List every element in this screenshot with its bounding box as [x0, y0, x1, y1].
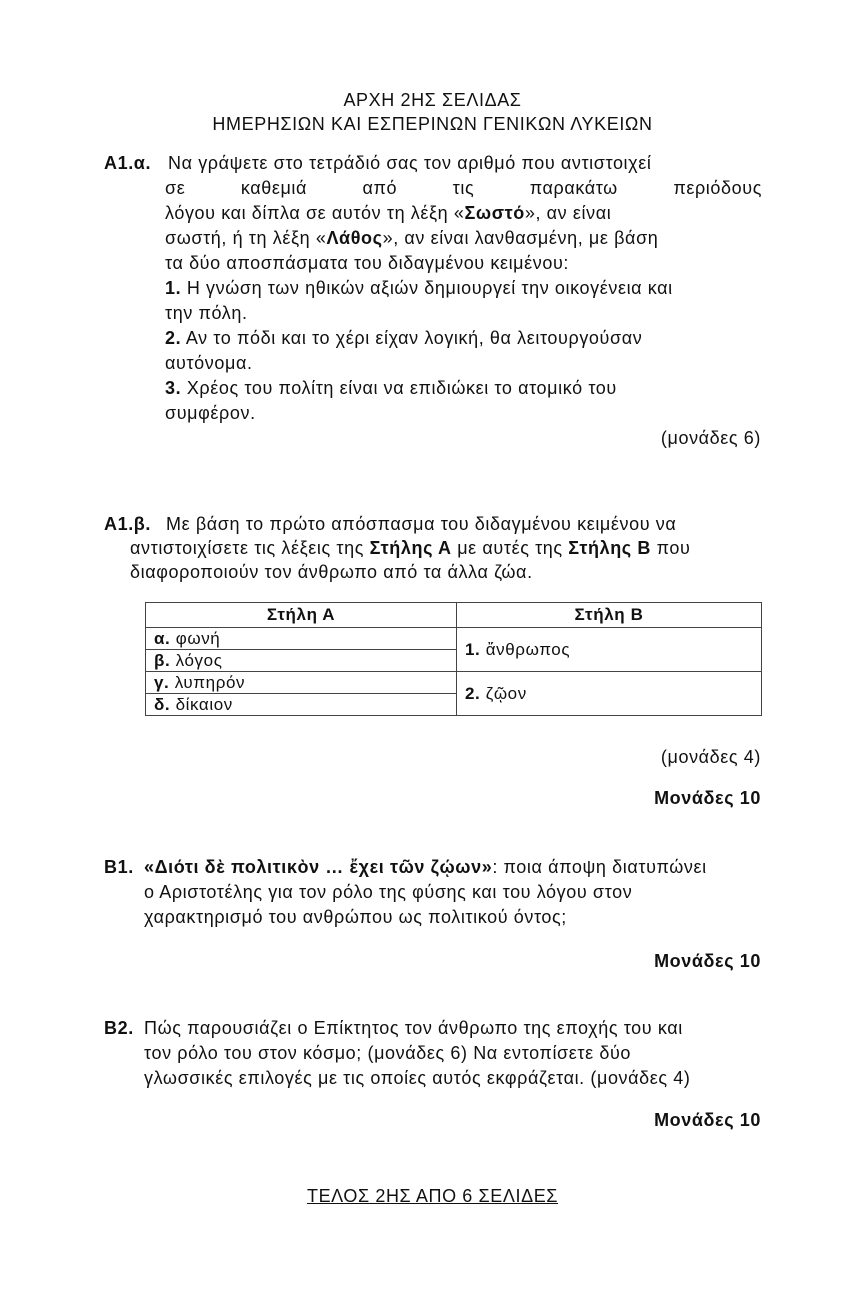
- question-b1-line3: χαρακτηρισμό του ανθρώπου ως πολιτικού όντος;: [144, 907, 567, 927]
- cell-b-item: [457, 628, 762, 672]
- footer-text: ΤΕΛΟΣ 2ΗΣ ΑΠΟ 6 ΣΕΛΙΔΕΣ: [306, 1186, 559, 1206]
- question-a1b-label: Α1.β.: [104, 514, 151, 534]
- statement-3-cont: συμφέρον.: [165, 403, 256, 423]
- statement-number: 2.: [165, 328, 182, 348]
- cell-b-item: [457, 672, 762, 716]
- item-key: 2.: [465, 683, 481, 703]
- table-header-row: [146, 603, 762, 628]
- statement-2: [165, 328, 642, 349]
- page-footer: [0, 1186, 865, 1207]
- column-b-header: Στήλη Β: [457, 603, 762, 628]
- question-b2-line3: γλωσσικές επιλογές με τις οποίες αυτός εκφράζεται. (μονάδες 4): [144, 1068, 691, 1088]
- bold-word-wrong: Λάθος: [326, 228, 383, 248]
- question-a1b-line2: [130, 538, 690, 559]
- word: καθεμιά: [240, 178, 308, 198]
- points-a1b: (μονάδες 4): [660, 747, 761, 767]
- cell-a-item: [146, 628, 457, 650]
- word: από: [362, 178, 398, 198]
- item-word: ζῷον: [485, 683, 527, 703]
- item-word: δίκαιον: [175, 694, 233, 714]
- text: αντιστοιχίσετε τις λέξεις της: [130, 538, 370, 558]
- question-a1a-label: Α1.α.: [104, 153, 152, 173]
- item-word: λόγος: [175, 650, 223, 670]
- item-key: α.: [154, 628, 171, 648]
- question-a1b-line3: διαφοροποιούν τον άνθρωπο από τα άλλα ζώα.: [130, 562, 533, 582]
- word: σε: [165, 178, 186, 198]
- text: : ποια άποψη διατυπώνει: [492, 857, 707, 877]
- question-b2-label: Β2.: [104, 1018, 134, 1038]
- statement-text: Αν το πόδι και το χέρι είχαν λογική, θα λειτουργούσαν: [185, 328, 643, 348]
- text: λόγου και δίπλα σε αυτόν τη λέξη «: [165, 203, 465, 223]
- word: παρακάτω: [529, 178, 618, 198]
- cell-a-item: [146, 694, 457, 716]
- item-key: δ.: [154, 694, 171, 714]
- statement-1-cont: την πόλη.: [165, 303, 248, 323]
- text: με αυτές της: [451, 538, 569, 558]
- matching-table: [145, 602, 762, 716]
- bold-word-correct: Σωστό: [464, 203, 525, 223]
- question-a1a-line4: [165, 228, 658, 249]
- column-b-ref: Στήλης Β: [568, 538, 651, 558]
- text: », αν είναι: [524, 203, 612, 223]
- table-row: [146, 628, 762, 650]
- word: τις: [452, 178, 475, 198]
- quote: «Διότι δὲ πολιτικὸν … ἔχει τῶν ζῴων»: [144, 857, 493, 877]
- statement-2-cont: αυτόνομα.: [165, 353, 253, 373]
- table-row: [146, 672, 762, 694]
- item-word: ἄνθρωπος: [485, 639, 571, 659]
- question-a1a-line1: Να γράψετε στο τετράδιό σας τον αριθμό που αντιστοιχεί: [168, 153, 652, 173]
- question-a1a-line2: [165, 178, 762, 199]
- question-b2-line1: Πώς παρουσιάζει ο Επίκτητος τον άνθρωπο της εποχής του και: [144, 1018, 683, 1038]
- question-b1-line1: [144, 857, 707, 878]
- cell-a-item: [146, 650, 457, 672]
- cell-a-item: [146, 672, 457, 694]
- statement-1: [165, 278, 673, 299]
- item-word: φωνή: [175, 628, 221, 648]
- statement-number: 3.: [165, 378, 182, 398]
- item-word: λυπηρόν: [174, 672, 246, 692]
- statement-number: 1.: [165, 278, 182, 298]
- points-a1a: (μονάδες 6): [660, 428, 761, 448]
- question-b1-line2: ο Αριστοτέλης για τον ρόλο της φύσης και του λόγου στον: [144, 882, 633, 902]
- text: σωστή, ή τη λέξη «: [165, 228, 327, 248]
- column-a-header: Στήλη Α: [146, 603, 457, 628]
- word: περιόδους: [673, 178, 762, 198]
- text: που: [650, 538, 691, 558]
- statement-text: Χρέος του πολίτη είναι να επιδιώκει το ατομικό του: [186, 378, 617, 398]
- text: », αν είναι λανθασμένη, με βάση: [382, 228, 659, 248]
- question-a1a-line3: [165, 203, 611, 224]
- item-key: 1.: [465, 639, 481, 659]
- item-key: β.: [154, 650, 171, 670]
- total-a1: Μονάδες 10: [654, 788, 761, 808]
- column-a-ref: Στήλης Α: [369, 538, 452, 558]
- item-key: γ.: [154, 672, 170, 692]
- question-b1-label: Β1.: [104, 857, 134, 877]
- question-a1a-line5: τα δύο αποσπάσματα του διδαγμένου κειμένου:: [165, 253, 570, 273]
- page-header-line2: ΗΜΕΡΗΣΙΩΝ ΚΑΙ ΕΣΠΕΡΙΝΩΝ ΓΕΝΙΚΩΝ ΛΥΚΕΙΩΝ: [212, 114, 653, 134]
- total-b2: Μονάδες 10: [654, 1110, 761, 1130]
- statement-text: Η γνώση των ηθικών αξιών δημιουργεί την οικογένεια και: [186, 278, 673, 298]
- question-b2-line2: τον ρόλο του στον κόσμο; (μονάδες 6) Να εντοπίσετε δύο: [144, 1043, 631, 1063]
- total-b1: Μονάδες 10: [654, 951, 761, 971]
- question-a1b-line1: Με βάση το πρώτο απόσπασμα του διδαγμένου κειμένου να: [166, 514, 677, 534]
- statement-3: [165, 378, 617, 399]
- page-header-line1: ΑΡΧΗ 2ΗΣ ΣΕΛΙΔΑΣ: [343, 90, 522, 110]
